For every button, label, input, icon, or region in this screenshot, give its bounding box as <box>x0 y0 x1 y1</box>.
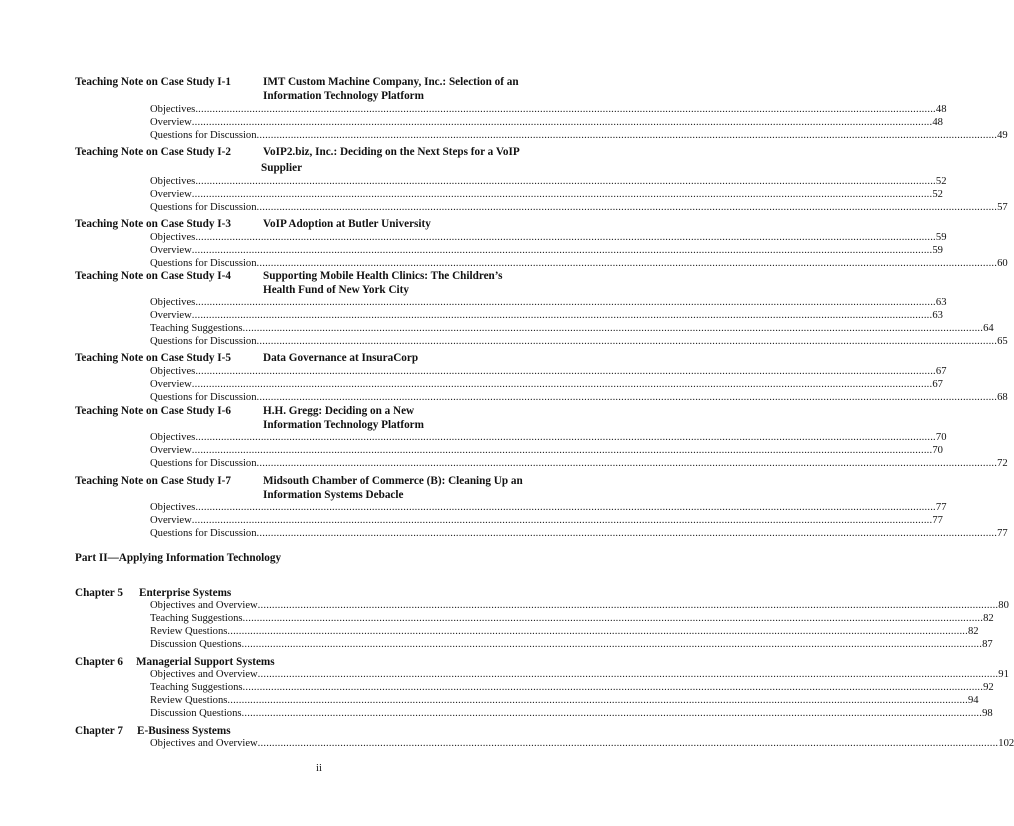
teaching-note-title-line: Information Systems Debacle <box>263 489 404 501</box>
teaching-note-label: Teaching Note on Case Study I-5 <box>75 352 231 364</box>
dot-leader: .................................................................................................................................................................................................................................................................... <box>195 366 936 377</box>
teaching-note-label: Teaching Note on Case Study I-4 <box>75 270 231 282</box>
dot-leader: .................................................................................................................................................................................................................................................................... <box>256 458 998 469</box>
toc-entry[interactable]: Review Questions .................................................................................................................................................................................................................................................................... 82 <box>150 626 979 637</box>
dot-leader: .................................................................................................................................................................................................................................................................... <box>241 639 983 650</box>
toc-entry[interactable]: Questions for Discussion .................................................................................................................................................................................................................................................................... 60 <box>150 258 1008 269</box>
page-number: ii <box>316 763 322 774</box>
toc-entry[interactable]: Questions for Discussion .................................................................................................................................................................................................................................................................... 65 <box>150 336 1008 347</box>
toc-entry[interactable]: Objectives .................................................................................................................................................................................................................................................................... 63 <box>150 297 947 308</box>
dot-leader: .................................................................................................................................................................................................................................................................... <box>191 189 933 200</box>
teaching-note-label: Teaching Note on Case Study I-6 <box>75 405 231 417</box>
toc-entry[interactable]: Objectives .................................................................................................................................................................................................................................................................... 70 <box>150 432 947 443</box>
dot-leader: .................................................................................................................................................................................................................................................................... <box>195 176 936 187</box>
chapter-label: Chapter 5 <box>75 587 123 599</box>
toc-entry[interactable]: Objectives and Overview .................................................................................................................................................................................................................................................................... 80 <box>150 600 1009 611</box>
dot-leader: .................................................................................................................................................................................................................................................................... <box>256 392 998 403</box>
dot-leader: .................................................................................................................................................................................................................................................................... <box>191 445 933 456</box>
dot-leader: .................................................................................................................................................................................................................................................................... <box>227 695 968 706</box>
toc-entry[interactable]: Overview .................................................................................................................................................................................................................................................................... 63 <box>150 310 943 321</box>
toc-entry[interactable]: Discussion Questions .................................................................................................................................................................................................................................................................... 98 <box>150 708 993 719</box>
toc-entry[interactable]: Teaching Suggestions .................................................................................................................................................................................................................................................................... 82 <box>150 613 994 624</box>
toc-entry[interactable]: Objectives and Overview .................................................................................................................................................................................................................................................................... 102 <box>150 738 1014 749</box>
teaching-note-label: Teaching Note on Case Study I-1 <box>75 76 231 88</box>
teaching-note-title-line: H.H. Gregg: Deciding on a New <box>263 405 415 417</box>
dot-leader: .................................................................................................................................................................................................................................................................... <box>242 323 984 334</box>
dot-leader: .................................................................................................................................................................................................................................................................... <box>191 310 933 321</box>
teaching-note-title-line: Health Fund of New York City <box>263 284 409 296</box>
dot-leader: .................................................................................................................................................................................................................................................................... <box>256 130 998 141</box>
dot-leader: .................................................................................................................................................................................................................................................................... <box>191 245 933 256</box>
dot-leader: .................................................................................................................................................................................................................................................................... <box>195 297 936 308</box>
dot-leader: .................................................................................................................................................................................................................................................................... <box>256 336 998 347</box>
toc-entry[interactable]: Review Questions .................................................................................................................................................................................................................................................................... 94 <box>150 695 979 706</box>
dot-leader: .................................................................................................................................................................................................................................................................... <box>257 669 999 680</box>
dot-leader: .................................................................................................................................................................................................................................................................... <box>191 515 933 526</box>
toc-entry[interactable]: Overview .................................................................................................................................................................................................................................................................... 77 <box>150 515 943 526</box>
dot-leader: .................................................................................................................................................................................................................................................................... <box>256 528 998 539</box>
toc-entry[interactable]: Objectives .................................................................................................................................................................................................................................................................... 52 <box>150 176 947 187</box>
teaching-note-title-line: Midsouth Chamber of Commerce (B): Cleaning Up an <box>263 475 523 487</box>
teaching-note-title-line: VoIP Adoption at Butler University <box>263 218 431 230</box>
teaching-note-title-line: Information Technology Platform <box>263 419 424 431</box>
toc-entry[interactable]: Objectives .................................................................................................................................................................................................................................................................... 59 <box>150 232 947 243</box>
dot-leader: .................................................................................................................................................................................................................................................................... <box>242 613 984 624</box>
part-heading: Part II—Applying Information Technology <box>75 552 282 564</box>
chapter-label: Chapter 6 <box>75 656 123 668</box>
chapter-title: Enterprise Systems <box>139 587 232 599</box>
teaching-note-title-line: Information Technology Platform <box>263 90 424 102</box>
toc-entry[interactable]: Overview .................................................................................................................................................................................................................................................................... 48 <box>150 117 943 128</box>
toc-entry[interactable]: Objectives .................................................................................................................................................................................................................................................................... 77 <box>150 502 947 513</box>
teaching-note-label: Teaching Note on Case Study I-3 <box>75 218 231 230</box>
teaching-note-label: Teaching Note on Case Study I-7 <box>75 475 231 487</box>
teaching-note-title-line: Supplier <box>261 162 303 174</box>
dot-leader: .................................................................................................................................................................................................................................................................... <box>191 379 933 390</box>
chapter-title: E-Business Systems <box>137 725 231 737</box>
dot-leader: .................................................................................................................................................................................................................................................................... <box>241 708 983 719</box>
dot-leader: .................................................................................................................................................................................................................................................................... <box>242 682 984 693</box>
toc-entry[interactable]: Teaching Suggestions .................................................................................................................................................................................................................................................................... 64 <box>150 323 994 334</box>
dot-leader: .................................................................................................................................................................................................................................................................... <box>257 738 999 749</box>
toc-entry[interactable]: Objectives and Overview .................................................................................................................................................................................................................................................................... 91 <box>150 669 1009 680</box>
dot-leader: .................................................................................................................................................................................................................................................................... <box>195 502 936 513</box>
toc-entry[interactable]: Overview .................................................................................................................................................................................................................................................................... 67 <box>150 379 943 390</box>
toc-entry[interactable]: Discussion Questions .................................................................................................................................................................................................................................................................... 87 <box>150 639 993 650</box>
teaching-note-title-line: VoIP2.biz, Inc.: Deciding on the Next Steps for a VoIP <box>263 146 520 158</box>
teaching-note-title-line: Supporting Mobile Health Clinics: The Children’s <box>263 270 503 282</box>
toc-entry[interactable]: Questions for Discussion .................................................................................................................................................................................................................................................................... 57 <box>150 202 1008 213</box>
dot-leader: .................................................................................................................................................................................................................................................................... <box>195 104 936 115</box>
toc-entry[interactable]: Questions for Discussion .................................................................................................................................................................................................................................................................... 49 <box>150 130 1008 141</box>
teaching-note-title-line: IMT Custom Machine Company, Inc.: Selection of an <box>263 76 519 88</box>
teaching-note-label: Teaching Note on Case Study I-2 <box>75 146 231 158</box>
toc-entry[interactable]: Objectives .................................................................................................................................................................................................................................................................... 48 <box>150 104 947 115</box>
dot-leader: .................................................................................................................................................................................................................................................................... <box>257 600 999 611</box>
chapter-title: Managerial Support Systems <box>136 656 275 668</box>
dot-leader: .................................................................................................................................................................................................................................................................... <box>256 258 998 269</box>
toc-entry[interactable]: Questions for Discussion .................................................................................................................................................................................................................................................................... 68 <box>150 392 1008 403</box>
dot-leader: .................................................................................................................................................................................................................................................................... <box>256 202 998 213</box>
dot-leader: .................................................................................................................................................................................................................................................................... <box>195 432 936 443</box>
toc-entry[interactable]: Questions for Discussion .................................................................................................................................................................................................................................................................... 72 <box>150 458 1008 469</box>
dot-leader: .................................................................................................................................................................................................................................................................... <box>195 232 936 243</box>
toc-entry[interactable]: Overview .................................................................................................................................................................................................................................................................... 70 <box>150 445 943 456</box>
toc-entry[interactable]: Objectives .................................................................................................................................................................................................................................................................... 67 <box>150 366 947 377</box>
toc-entry[interactable]: Teaching Suggestions .................................................................................................................................................................................................................................................................... 92 <box>150 682 994 693</box>
toc-entry[interactable]: Overview .................................................................................................................................................................................................................................................................... 59 <box>150 245 943 256</box>
chapter-label: Chapter 7 <box>75 725 123 737</box>
toc-entry[interactable]: Questions for Discussion .................................................................................................................................................................................................................................................................... 77 <box>150 528 1008 539</box>
dot-leader: .................................................................................................................................................................................................................................................................... <box>191 117 933 128</box>
teaching-note-title-line: Data Governance at InsuraCorp <box>263 352 419 364</box>
toc-entry[interactable]: Overview .................................................................................................................................................................................................................................................................... 52 <box>150 189 943 200</box>
dot-leader: .................................................................................................................................................................................................................................................................... <box>227 626 968 637</box>
